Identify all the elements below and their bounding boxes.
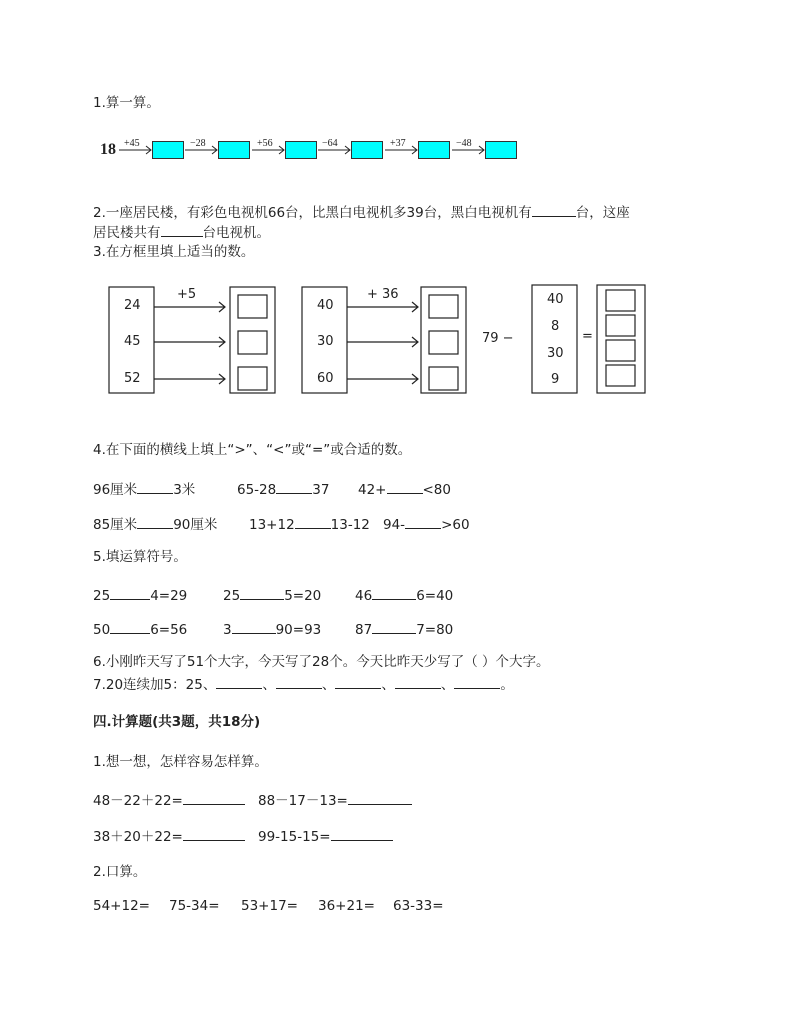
c1-r1-expr-2: 88－17－13=	[258, 793, 348, 809]
c1-r2-expr-1: 38＋20＋22=	[93, 829, 183, 845]
c1-r1-a	[93, 790, 245, 810]
op-label-3: +56	[257, 138, 273, 149]
q5-r1-a: 25	[93, 588, 111, 604]
c1-title: 1.想一想，怎样容易怎样算。	[93, 754, 268, 770]
q5-r2-d: 90=93	[275, 622, 322, 638]
box3-num-3: 30	[547, 346, 564, 361]
box2-num-3: 60	[317, 371, 334, 386]
box3-output-column	[597, 285, 645, 393]
op-label-5: +37	[390, 138, 406, 149]
q5-row-1-c	[355, 585, 453, 605]
q5-r1-blank-2[interactable]	[240, 585, 284, 600]
answer-box-2[interactable]	[218, 141, 250, 159]
q5-row-1-b	[223, 585, 321, 605]
op-label-6: −48	[456, 138, 472, 149]
q4-r1-d: 37	[312, 482, 330, 498]
q4-r1-b: 3米	[173, 482, 196, 498]
q7-blank-2[interactable]	[276, 674, 322, 689]
q4-r1-c: 65-28	[237, 482, 277, 498]
q7-blank-3[interactable]	[335, 674, 381, 689]
op-label-2: −28	[190, 138, 206, 149]
q2-line-2	[93, 222, 270, 242]
q4-r1-a: 96厘米	[93, 482, 138, 498]
c1-r1-blank-2[interactable]	[348, 790, 412, 805]
box1-op: +5	[177, 287, 197, 302]
q4-row-2	[93, 514, 217, 534]
q4-row-2-mid	[249, 514, 370, 534]
box1-num-2: 45	[124, 334, 141, 349]
q5-title: 5.填运算符号。	[93, 549, 187, 565]
c1-r2-blank-2[interactable]	[331, 826, 393, 841]
answer-box-5[interactable]	[418, 141, 450, 159]
box3-num-2: 8	[551, 319, 560, 334]
q5-r2-e: 87	[355, 622, 373, 638]
q5-r1-blank-3[interactable]	[372, 585, 416, 600]
q2-blank-1[interactable]	[532, 202, 576, 217]
q5-r1-b: 4=29	[150, 588, 188, 604]
q4-r2-blank-2[interactable]	[295, 514, 331, 529]
c1-r1-blank-1[interactable]	[183, 790, 245, 805]
c2-item-4: 36+21=	[318, 898, 375, 914]
q5-row-1-a	[93, 585, 187, 605]
c2-item-3: 53+17=	[241, 898, 298, 914]
q7-blank-4[interactable]	[395, 674, 441, 689]
q2-text-a: 2.一座居民楼，有彩色电视机66台，比黑白电视机多39台，黑白电视机有	[93, 205, 532, 221]
q4-r2-blank-3[interactable]	[405, 514, 441, 529]
q7-sep-1: 、	[262, 677, 276, 693]
q7-line	[93, 674, 514, 694]
section-4-title: 四.计算题(共3题，共18分)	[93, 714, 261, 730]
q7-blank-1[interactable]	[216, 674, 262, 689]
q5-r1-f: 6=40	[416, 588, 454, 604]
q4-r1-blank-2[interactable]	[276, 479, 312, 494]
c2-title: 2.口算。	[93, 864, 147, 880]
q5-r2-blank-1[interactable]	[110, 619, 150, 634]
box2-num-1: 40	[317, 298, 334, 313]
q5-row-2-c	[355, 619, 453, 639]
q5-row-2-a	[93, 619, 187, 639]
q4-row-2-right	[383, 514, 470, 534]
q4-title: 4.在下面的横线上填上“>”、“<”或“=”或合适的数。	[93, 442, 412, 458]
box1-num-1: 24	[124, 298, 141, 313]
q1-title: 1.算一算。	[93, 95, 160, 111]
q5-r2-blank-2[interactable]	[232, 619, 276, 634]
q7-sep-2: 、	[321, 677, 336, 693]
box3-num-1: 40	[547, 292, 564, 307]
q7-sep-4: 、	[440, 677, 455, 693]
q5-r2-blank-3[interactable]	[372, 619, 416, 634]
q4-r2-d: 13-12	[330, 517, 370, 533]
c2-item-5: 63-33=	[393, 898, 444, 914]
op-label-1: +45	[124, 138, 140, 149]
q5-r2-f: 7=80	[416, 622, 454, 638]
q6-text: 6.小刚昨天写了51个大字，今天写了28个。今天比昨天少写了（ ）个大字。	[93, 654, 550, 670]
q4-row-1-right	[358, 479, 451, 499]
c1-r2-expr-2: 99-15-15=	[258, 829, 331, 845]
q5-r1-c: 25	[223, 588, 241, 604]
q7-text: 7.20连续加5：25、	[93, 677, 217, 693]
answer-box-6[interactable]	[485, 141, 517, 159]
q5-r1-blank-1[interactable]	[110, 585, 150, 600]
c1-r2-a	[93, 826, 245, 846]
q4-r2-b: 90厘米	[173, 517, 218, 533]
answer-box-3[interactable]	[285, 141, 317, 159]
c1-r1-expr-1: 48－22＋22=	[93, 793, 183, 809]
c2-item-2: 75-34=	[169, 898, 220, 914]
q7-sep-3: 、	[381, 677, 395, 693]
answer-box-4[interactable]	[351, 141, 383, 159]
q1-start-number: 18	[100, 141, 116, 158]
q7-end: 。	[500, 677, 514, 693]
box2-op: + 36	[367, 287, 399, 302]
q5-r2-a: 50	[93, 622, 111, 638]
answer-box-1[interactable]	[152, 141, 184, 159]
q2-text-b: 台，这座	[575, 205, 630, 221]
q4-row-1	[93, 479, 195, 499]
c1-r2-b	[258, 826, 393, 846]
q2-blank-2[interactable]	[161, 222, 203, 237]
q5-r2-c: 3	[223, 622, 232, 638]
c1-r1-b	[258, 790, 412, 810]
q4-r2-a: 85厘米	[93, 517, 138, 533]
box3-prefix: 79 −	[482, 331, 514, 346]
q4-r2-c: 13+12	[249, 517, 295, 533]
q7-blank-5[interactable]	[454, 674, 500, 689]
q2-text-d: 台电视机。	[202, 225, 270, 241]
op-label-4: −64	[322, 138, 338, 149]
c1-r2-blank-1[interactable]	[183, 826, 245, 841]
q5-r2-b: 6=56	[150, 622, 188, 638]
box2-output-column	[421, 287, 466, 393]
box3-equals: =	[582, 329, 593, 344]
q5-row-2-b	[223, 619, 321, 639]
q4-r2-blank-1[interactable]	[137, 514, 173, 529]
box1-output-column	[230, 287, 275, 393]
q2-text-c: 居民楼共有	[93, 225, 161, 241]
box1-num-3: 52	[124, 371, 141, 386]
q5-r1-d: 5=20	[284, 588, 322, 604]
q4-r1-e: 42+	[358, 482, 387, 498]
q4-r1-blank-3[interactable]	[387, 479, 423, 494]
q4-r1-blank-1[interactable]	[137, 479, 173, 494]
q2-line-1	[93, 202, 630, 222]
c2-item-1: 54+12=	[93, 898, 150, 914]
box2-num-2: 30	[317, 334, 334, 349]
q5-r1-e: 46	[355, 588, 373, 604]
q3-title: 3.在方框里填上适当的数。	[93, 244, 255, 260]
q4-r2-e: 94-	[383, 517, 406, 533]
q4-r1-f: <80	[422, 482, 451, 498]
q4-r2-f: >60	[441, 517, 470, 533]
q4-row-1-mid	[237, 479, 329, 499]
box3-num-4: 9	[551, 372, 560, 387]
